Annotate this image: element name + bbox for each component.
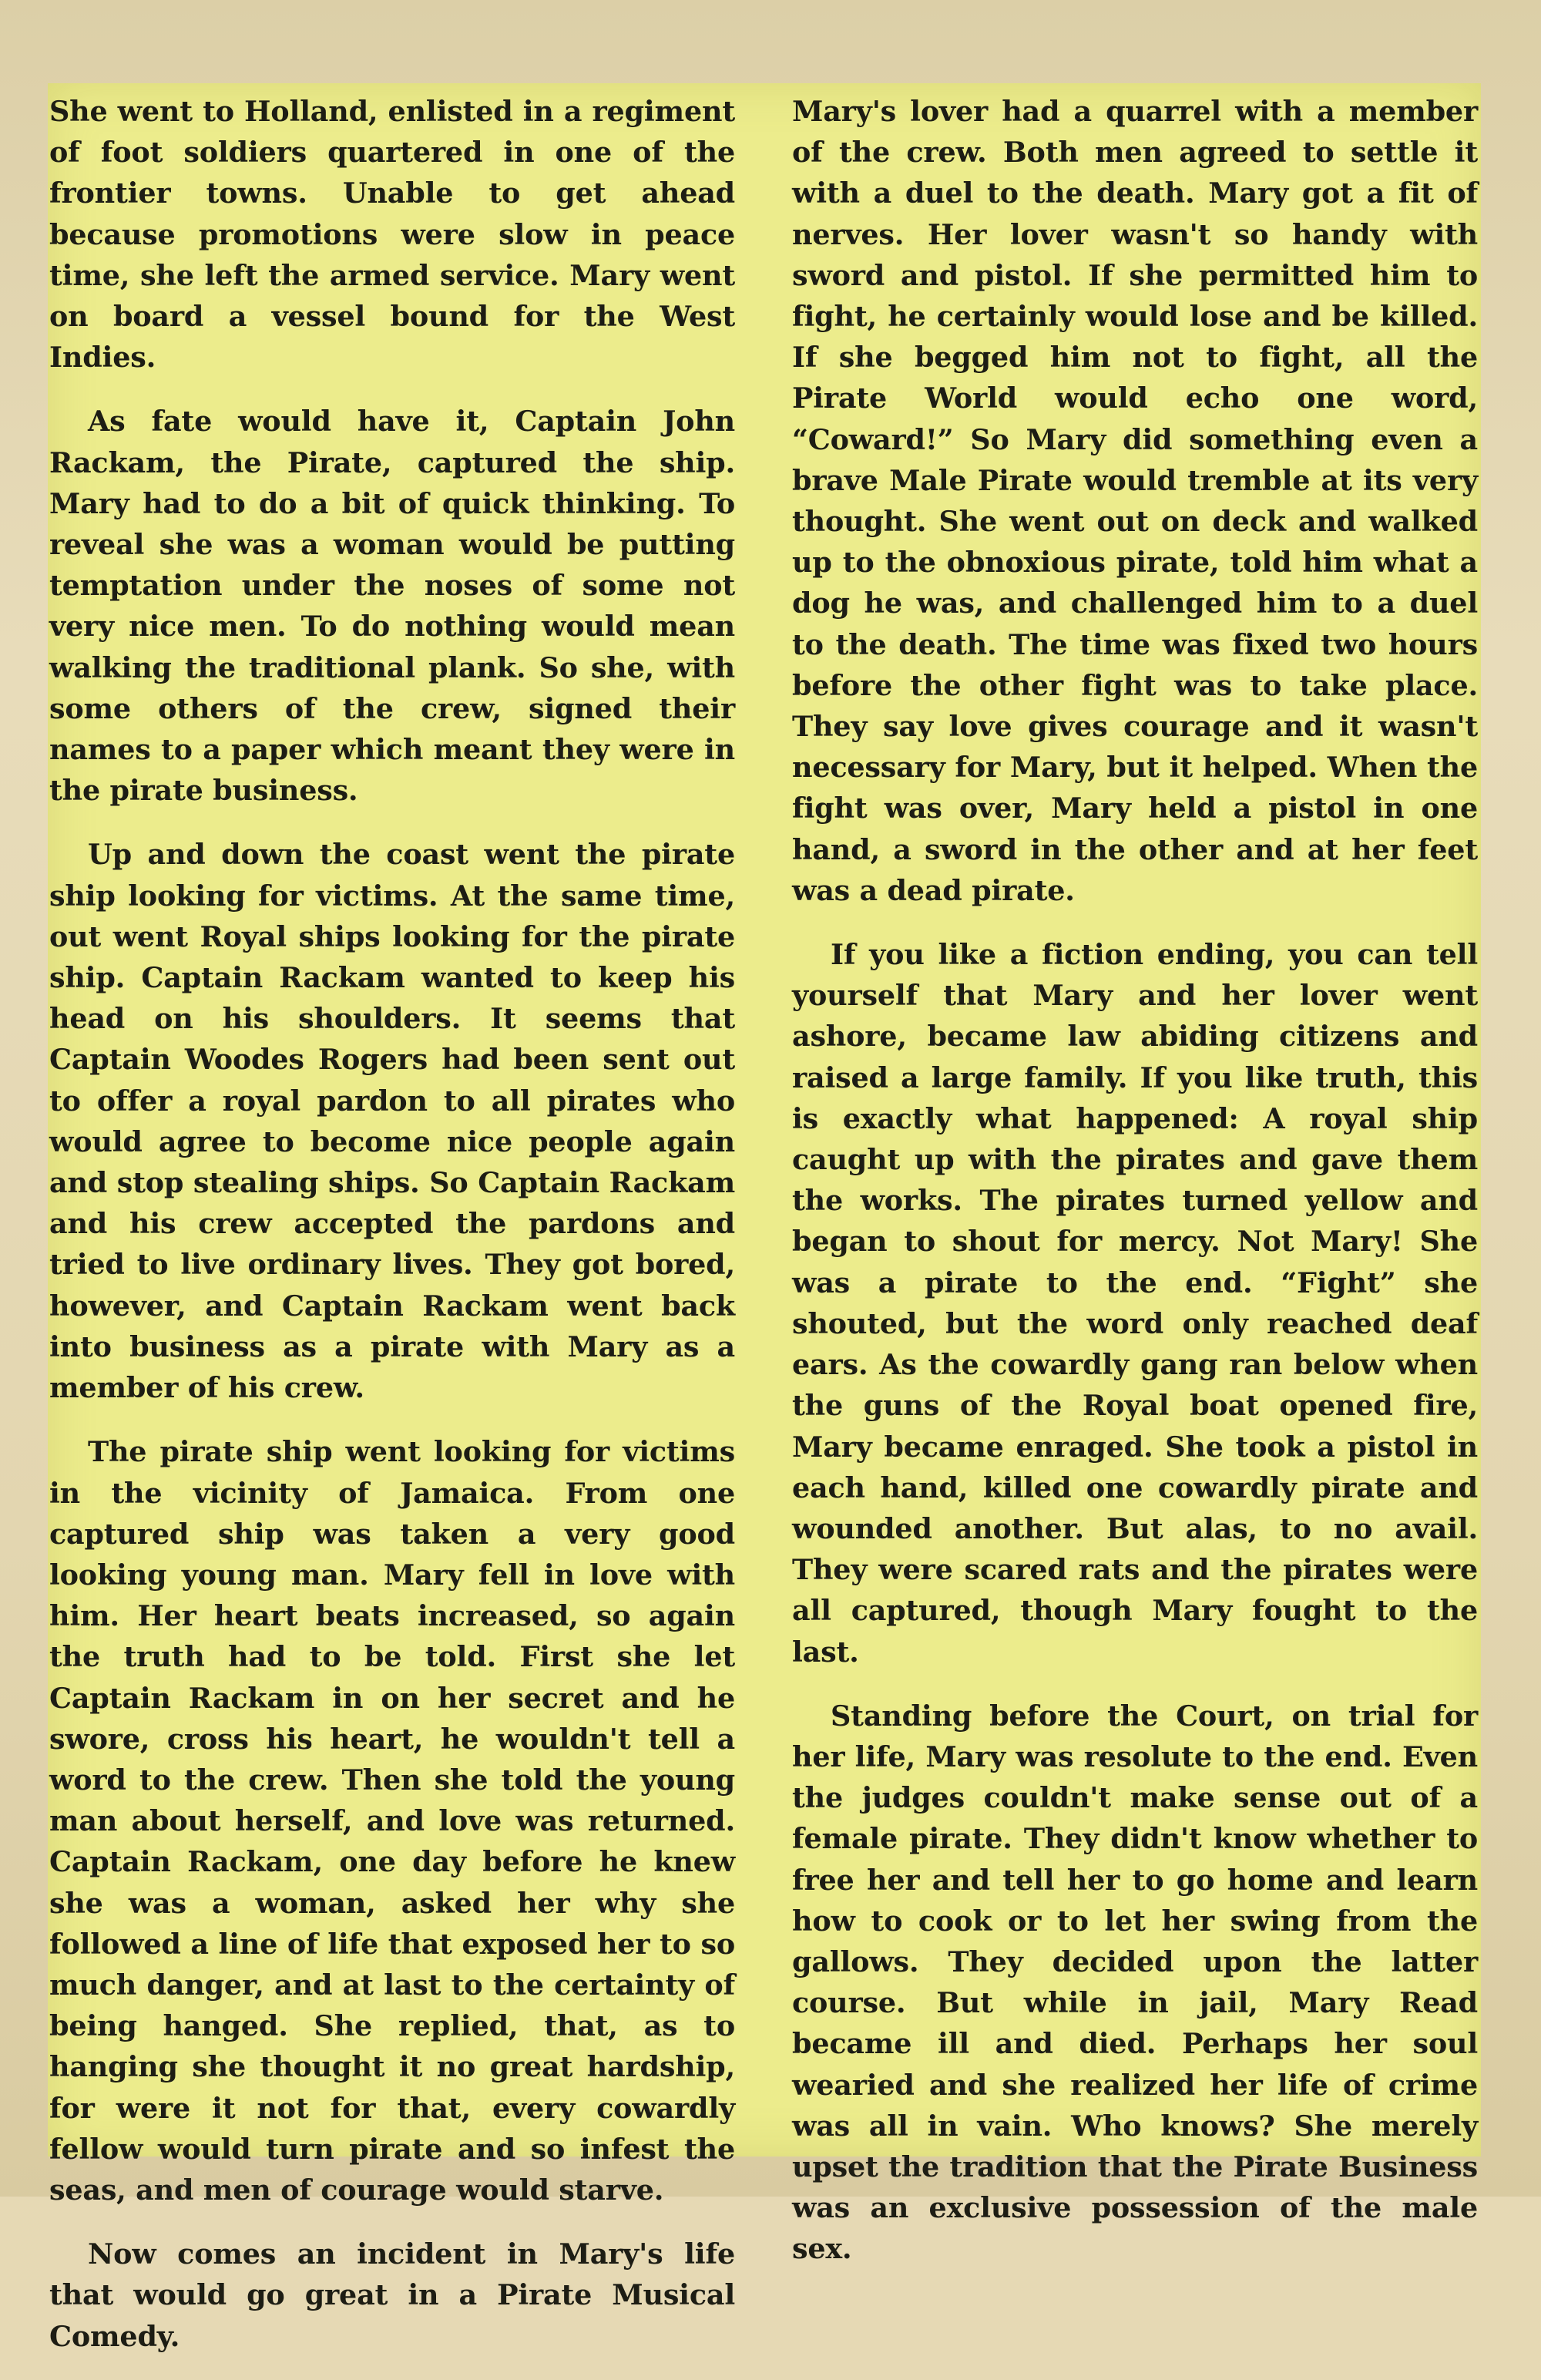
paragraph: Standing before the Court, on trial for her life, Mary was resolute to the end. Even the judges couldn't make sense out of a female pirate. They didn't know whether to free her and tell her to go home and learn how to cook or to let her swing from the gallows. They decided upon the latter course. But while in jail, Mary Read became ill and died. Perhaps her soul wearied and she realized her life of crime was all in vain. Who knows? She merely upset the tradition that the Pirate Business was an exclusive possession of the male sex. [792,1699,1478,2266]
paragraph: If you like a fiction ending, you can tell yourself that Mary and her lover went ashore, became law abiding citizens and raised a large family. If you like truth, this is exactly what happened: A royal ship caught up with the pirates and gave them the works. The pirates turned yellow and began to shout for mercy. Not Mary! She was a pirate to the end. “Fight” she shouted, but the word only reached deaf ears. As the cowardly gang ran below when the guns of the Royal boat opened fire, Mary became enraged. She took a pistol in each hand, killed one cowardly pirate and wounded another. But alas, to no avail. They were scared rats and the pirates were all captured, though Mary fought to the last. [792,938,1478,1669]
right-column [792,91,1478,2293]
paragraph: Mary's lover had a quarrel with a member of the crew. Both men agreed to settle it with a duel to the death. Mary got a fit of nerves. Her lover wasn't so handy with sword and pistol. If she permitted him to fight, he certainly would lose and be killed. If she begged him not to fight, all the Pirate World would echo one word, “Coward!” So Mary did something even a brave Male Pirate would tremble at its very thought. She went out on deck and walked up to the obnoxious pirate, told him what a dog he was, and challenged him to a duel to the death. The time was fixed two hours before the other fight was to take place. They say love gives courage and it wasn't necessary for Mary, but it helped. When the fight was over, Mary held a pistol in one hand, a sword in the other and at her feet was a dead pirate. [792,95,1478,907]
left-column [49,91,735,2380]
paragraph: Now comes an incident in Mary's life that would go great in a Pirate Musical Comedy. [49,2237,735,2353]
paragraph: The pirate ship went looking for victims in the vicinity of Jamaica. From one captured ship was taken a very good looking young man. Mary fell in love with him. Her heart beats increased, so again the truth had to be told. First she let Captain Rackam in on her secret and he swore, cross his heart, he wouldn't tell a word to the crew. Then she told the young man about herself, and love was returned. Captain Rackam, one day before he knew she was a woman, asked her why she followed a line of life that exposed her to so much danger, and at last to the certainty of being hanged. She replied, that, as to hanging she thought it no great hardship, for were it not for that, every cowardly fellow would turn pirate and so infest the seas, and men of courage would starve. [49,1435,735,2207]
paragraph: She went to Holland, enlisted in a regiment of foot soldiers quartered in one of the frontier towns. Unable to get ahead because promotions were slow in peace time, she left the armed service. Mary went on board a vessel bound for the West Indies. [49,95,735,375]
paragraph: As fate would have it, Captain John Rackam, the Pirate, captured the ship. Mary had to do a bit of quick thinking. To reveal she was a woman would be putting temptation under the noses of some not very nice men. To do nothing would mean walking the traditional plank. So she, with some others of the crew, signed their names to a paper which meant they were in the pirate business. [49,405,735,808]
paragraph: Up and down the coast went the pirate ship looking for victims. At the same time, out went Royal ships looking for the pirate ship. Captain Rackam wanted to keep his head on his shoulders. It seems that Captain Woodes Rogers had been sent out to offer a royal pardon to all pirates who would agree to become nice people again and stop stealing ships. So Captain Rackam and his crew accepted the pardons and tried to live ordinary lives. They got bored, however, and Captain Rackam went back into business as a pirate with Mary as a member of his crew. [49,838,735,1405]
